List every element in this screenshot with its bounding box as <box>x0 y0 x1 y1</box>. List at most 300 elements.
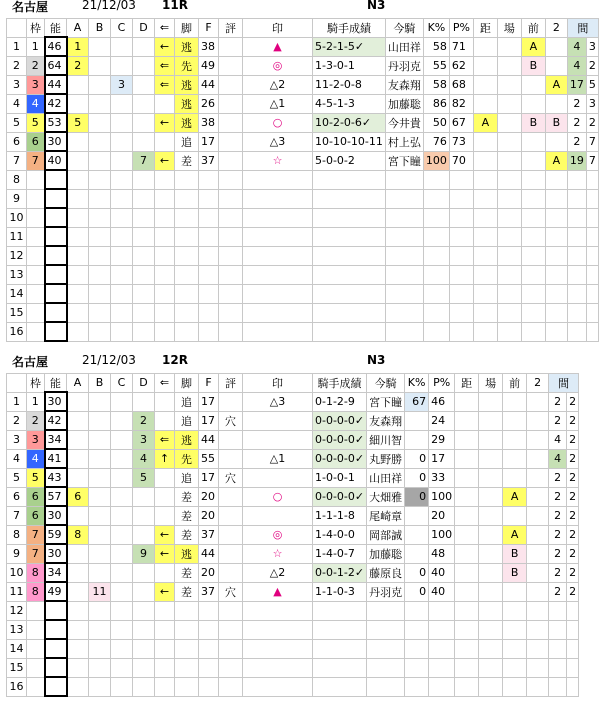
cell-f: 55 <box>199 449 219 468</box>
cell-mae <box>521 94 545 113</box>
col-header: ⇐ <box>155 374 175 393</box>
cell-a <box>67 563 89 582</box>
cell-kyaku: 差 <box>175 582 199 601</box>
cell-b <box>89 94 111 113</box>
col-header: 評 <box>219 374 243 393</box>
horse-number: 12 <box>7 601 27 620</box>
cell-mark: △3 <box>243 392 313 411</box>
race-table <box>6 18 599 342</box>
cell-d <box>133 113 155 132</box>
horse-number: 8 <box>7 170 27 189</box>
cell-nou: 49 <box>45 582 67 601</box>
cell-ma1: 2 <box>549 582 567 601</box>
col-header: A <box>67 374 89 393</box>
col-header: 今騎 <box>385 19 423 38</box>
cell-nou: 41 <box>45 449 67 468</box>
horse-number: 5 <box>7 113 27 132</box>
cell-mark: △3 <box>243 132 313 151</box>
cell-kishu: 細川智 <box>367 430 405 449</box>
cell-hyo: 穴 <box>219 468 243 487</box>
cell-ba <box>497 56 521 75</box>
cell-kishu: 大畑雅 <box>367 487 405 506</box>
cell-hyo <box>219 449 243 468</box>
cell-seiseki: 10-10-10-11 <box>313 132 386 151</box>
cell-d <box>133 487 155 506</box>
cell-ba <box>479 411 503 430</box>
cell-p: 17 <box>429 449 455 468</box>
cell-ma1: 2 <box>549 468 567 487</box>
cell-b <box>89 75 111 94</box>
table-row <box>7 487 579 506</box>
cell-ma2: 5 <box>586 75 598 94</box>
cell-ma1: 2 <box>549 487 567 506</box>
cell-c <box>111 113 133 132</box>
table-row <box>7 113 599 132</box>
horse-number: 7 <box>7 151 27 170</box>
cell-d: 9 <box>133 544 155 563</box>
horse-number: 11 <box>7 227 27 246</box>
col-header: 評 <box>219 19 243 38</box>
empty-row <box>7 227 599 246</box>
cell-b <box>89 468 111 487</box>
cell-seiseki: 0-0-0-0✓ <box>313 411 367 430</box>
horse-number: 9 <box>7 189 27 208</box>
horse-number: 3 <box>7 75 27 94</box>
cell-mark: △1 <box>243 94 313 113</box>
cell-ma1: 2 <box>549 563 567 582</box>
cell-k: 55 <box>423 56 449 75</box>
cell-hyo: 穴 <box>219 411 243 430</box>
horse-number: 15 <box>7 658 27 677</box>
cell-b <box>89 563 111 582</box>
cell-d <box>133 75 155 94</box>
cell-ni <box>527 506 549 525</box>
cell-a <box>67 75 89 94</box>
cell-d <box>133 56 155 75</box>
col-header: 脚 <box>175 19 199 38</box>
cell-b <box>89 506 111 525</box>
table-row <box>7 430 579 449</box>
cell-arrow: ↑ <box>155 449 175 468</box>
cell-seiseki: 5-0-0-2 <box>313 151 386 170</box>
cell-d: 3 <box>133 430 155 449</box>
cell-ma2: 2 <box>567 449 579 468</box>
cell-k: 58 <box>423 75 449 94</box>
cell-seiseki: 1-1-0-3 <box>313 582 367 601</box>
table-row <box>7 75 599 94</box>
col-header: B <box>89 374 111 393</box>
horse-number: 1 <box>7 37 27 56</box>
table-row <box>7 132 599 151</box>
cell-hyo <box>219 113 243 132</box>
cell-c <box>111 506 133 525</box>
empty-row <box>7 322 599 341</box>
cell-nou: 30 <box>45 392 67 411</box>
cell-ma2: 2 <box>567 582 579 601</box>
race-date: 21/12/03 <box>82 0 136 12</box>
empty-row <box>7 189 599 208</box>
cell-ma1: 4 <box>549 449 567 468</box>
cell-mae <box>503 468 527 487</box>
cell-ma1: 2 <box>567 94 586 113</box>
cell-kishu: 丹羽克 <box>367 582 405 601</box>
cell-arrow: ⇐ <box>155 430 175 449</box>
cell-seiseki: 1-4-0-7 <box>313 544 367 563</box>
empty-row <box>7 601 579 620</box>
empty-row <box>7 658 579 677</box>
cell-k <box>405 525 429 544</box>
cell-seiseki: 0-0-0-0✓ <box>313 487 367 506</box>
cell-mark: ☆ <box>243 544 313 563</box>
cell-mae: A <box>503 487 527 506</box>
cell-k <box>405 544 429 563</box>
horse-number: 12 <box>7 246 27 265</box>
cell-p: 29 <box>429 430 455 449</box>
cell-seiseki: 10-2-0-6✓ <box>313 113 386 132</box>
cell-p: 71 <box>449 37 473 56</box>
cell-kyaku: 逃 <box>175 430 199 449</box>
cell-a <box>67 132 89 151</box>
cell-mark: ◎ <box>243 56 313 75</box>
cell-kyaku: 逃 <box>175 544 199 563</box>
col-header: 脚 <box>175 374 199 393</box>
col-header: 印 <box>243 19 313 38</box>
col-header: ⇐ <box>155 19 175 38</box>
cell-c <box>111 487 133 506</box>
race-class: N3 <box>367 353 386 367</box>
cell-kyo <box>455 544 479 563</box>
cell-ni: B <box>545 113 567 132</box>
cell-ba <box>479 430 503 449</box>
cell-a <box>67 449 89 468</box>
cell-waku: 1 <box>27 37 45 56</box>
cell-mae <box>503 582 527 601</box>
cell-b <box>89 487 111 506</box>
cell-ni <box>545 56 567 75</box>
cell-seiseki: 4-5-1-3 <box>313 94 386 113</box>
cell-seiseki: 0-0-1-2✓ <box>313 563 367 582</box>
cell-hyo <box>219 75 243 94</box>
cell-seiseki: 0-1-2-9 <box>313 392 367 411</box>
cell-f: 37 <box>199 525 219 544</box>
race-number: 12R <box>162 353 188 367</box>
cell-kishu: 宮下瞳 <box>385 151 423 170</box>
cell-ma1: 2 <box>549 506 567 525</box>
cell-arrow <box>155 411 175 430</box>
cell-ma2: 7 <box>586 151 598 170</box>
cell-kyo <box>473 56 497 75</box>
empty-row <box>7 170 599 189</box>
cell-kyo <box>473 94 497 113</box>
cell-kishu: 尾崎章 <box>367 506 405 525</box>
col-header: 2 <box>545 19 567 38</box>
cell-hyo: 穴 <box>219 582 243 601</box>
cell-arrow <box>155 468 175 487</box>
cell-kyaku: 追 <box>175 411 199 430</box>
cell-a <box>67 411 89 430</box>
cell-kyo <box>473 132 497 151</box>
cell-ni <box>527 582 549 601</box>
horse-number: 7 <box>7 506 27 525</box>
horse-number: 6 <box>7 132 27 151</box>
cell-waku: 5 <box>27 468 45 487</box>
cell-d <box>133 506 155 525</box>
cell-ni <box>545 132 567 151</box>
col-header: D <box>133 374 155 393</box>
cell-kishu: 山田祥 <box>367 468 405 487</box>
horse-number: 6 <box>7 487 27 506</box>
cell-ma1: 2 <box>549 525 567 544</box>
cell-f: 17 <box>199 468 219 487</box>
cell-mark: △1 <box>243 449 313 468</box>
cell-p: 68 <box>449 75 473 94</box>
cell-c <box>111 94 133 113</box>
cell-ba <box>479 506 503 525</box>
cell-ba <box>479 487 503 506</box>
cell-ma2: 2 <box>567 468 579 487</box>
cell-mae <box>521 75 545 94</box>
cell-mark: ◎ <box>243 525 313 544</box>
cell-kyo <box>473 151 497 170</box>
cell-ni <box>527 525 549 544</box>
cell-ba <box>479 392 503 411</box>
cell-arrow: ← <box>155 544 175 563</box>
cell-b <box>89 113 111 132</box>
cell-ni <box>527 392 549 411</box>
cell-waku: 2 <box>27 56 45 75</box>
cell-k: 0 <box>405 449 429 468</box>
cell-ma2: 2 <box>567 392 579 411</box>
cell-f: 17 <box>199 392 219 411</box>
cell-kishu: 丹羽克 <box>385 56 423 75</box>
cell-ni <box>527 430 549 449</box>
cell-mae: B <box>521 56 545 75</box>
cell-hyo <box>219 544 243 563</box>
cell-arrow: ⇐ <box>155 56 175 75</box>
col-header: 今騎 <box>367 374 405 393</box>
cell-c <box>111 56 133 75</box>
cell-k: 0 <box>405 468 429 487</box>
cell-c <box>111 525 133 544</box>
cell-k: 50 <box>423 113 449 132</box>
cell-arrow <box>155 392 175 411</box>
horse-number: 9 <box>7 544 27 563</box>
cell-ma2: 3 <box>586 37 598 56</box>
cell-mae <box>503 411 527 430</box>
cell-waku: 6 <box>27 132 45 151</box>
empty-row <box>7 620 579 639</box>
race-number: 11R <box>162 0 188 12</box>
cell-mae: B <box>503 544 527 563</box>
cell-ma2: 3 <box>586 94 598 113</box>
cell-c <box>111 430 133 449</box>
cell-ni <box>527 487 549 506</box>
venue-name: 名古屋 <box>12 0 49 14</box>
cell-ni <box>527 563 549 582</box>
empty-row <box>7 677 579 696</box>
empty-row <box>7 246 599 265</box>
cell-hyo <box>219 506 243 525</box>
cell-kishu: 友森翔 <box>385 75 423 94</box>
col-header: 場 <box>479 374 503 393</box>
cell-kyaku: 逃 <box>175 94 199 113</box>
table-row <box>7 506 579 525</box>
cell-kyaku: 差 <box>175 151 199 170</box>
cell-kyo <box>473 37 497 56</box>
cell-b <box>89 132 111 151</box>
cell-a <box>67 468 89 487</box>
cell-kyo <box>455 563 479 582</box>
cell-ba <box>479 449 503 468</box>
cell-kyo <box>473 75 497 94</box>
cell-kishu: 岡部誠 <box>367 525 405 544</box>
cell-kyaku: 差 <box>175 487 199 506</box>
cell-b <box>89 525 111 544</box>
cell-a <box>67 544 89 563</box>
cell-p: 20 <box>429 506 455 525</box>
cell-mark <box>243 411 313 430</box>
cell-a: 8 <box>67 525 89 544</box>
cell-mark: ▲ <box>243 582 313 601</box>
cell-f: 17 <box>199 132 219 151</box>
table-row <box>7 151 599 170</box>
cell-ba <box>497 75 521 94</box>
cell-ma2: 2 <box>567 430 579 449</box>
cell-f: 37 <box>199 582 219 601</box>
cell-waku: 3 <box>27 430 45 449</box>
cell-ma2: 2 <box>586 113 598 132</box>
horse-number: 14 <box>7 284 27 303</box>
table-row <box>7 563 579 582</box>
table-row <box>7 56 599 75</box>
cell-nou: 40 <box>45 151 67 170</box>
cell-kyaku: 差 <box>175 563 199 582</box>
cell-b <box>89 449 111 468</box>
cell-ni <box>527 449 549 468</box>
cell-kishu: 山田祥 <box>385 37 423 56</box>
col-header: 枠 <box>27 19 45 38</box>
race-date: 21/12/03 <box>82 353 136 367</box>
cell-nou: 59 <box>45 525 67 544</box>
cell-p: 48 <box>429 544 455 563</box>
col-header: 前 <box>503 374 527 393</box>
cell-seiseki: 0-0-0-0✓ <box>313 449 367 468</box>
cell-hyo <box>219 132 243 151</box>
cell-waku: 5 <box>27 113 45 132</box>
cell-d: 7 <box>133 151 155 170</box>
col-header: 能 <box>45 19 67 38</box>
cell-k <box>405 430 429 449</box>
cell-hyo <box>219 430 243 449</box>
cell-kyo <box>455 430 479 449</box>
cell-nou: 64 <box>45 56 67 75</box>
cell-hyo <box>219 563 243 582</box>
col-header: K% <box>405 374 429 393</box>
cell-ma1: 19 <box>567 151 586 170</box>
cell-waku: 6 <box>27 506 45 525</box>
cell-hyo <box>219 151 243 170</box>
cell-ma1: 2 <box>567 132 586 151</box>
cell-c <box>111 151 133 170</box>
cell-f: 38 <box>199 37 219 56</box>
cell-kishu: 村上弘 <box>385 132 423 151</box>
cell-kishu: 丸野勝 <box>367 449 405 468</box>
cell-nou: 30 <box>45 506 67 525</box>
table-row <box>7 392 579 411</box>
cell-kyaku: 差 <box>175 525 199 544</box>
table-row <box>7 468 579 487</box>
cell-hyo <box>219 525 243 544</box>
horse-number: 13 <box>7 265 27 284</box>
cell-arrow: ← <box>155 525 175 544</box>
cell-arrow: ⇐ <box>155 75 175 94</box>
cell-mae <box>503 449 527 468</box>
cell-ba <box>497 37 521 56</box>
cell-nou: 42 <box>45 411 67 430</box>
cell-arrow: ← <box>155 37 175 56</box>
cell-arrow: ← <box>155 113 175 132</box>
cell-waku: 4 <box>27 94 45 113</box>
cell-ma2: 7 <box>586 132 598 151</box>
cell-arrow <box>155 487 175 506</box>
cell-p: 33 <box>429 468 455 487</box>
cell-mae: B <box>521 113 545 132</box>
cell-kyaku: 先 <box>175 56 199 75</box>
cell-c <box>111 411 133 430</box>
cell-ma1: 2 <box>549 392 567 411</box>
cell-f: 44 <box>199 430 219 449</box>
table-row <box>7 582 579 601</box>
cell-k: 58 <box>423 37 449 56</box>
cell-c <box>111 563 133 582</box>
cell-k: 100 <box>423 151 449 170</box>
horse-number: 2 <box>7 56 27 75</box>
cell-b: 11 <box>89 582 111 601</box>
cell-d <box>133 582 155 601</box>
cell-nou: 53 <box>45 113 67 132</box>
cell-ma1: 4 <box>549 430 567 449</box>
cell-f: 37 <box>199 151 219 170</box>
cell-f: 44 <box>199 75 219 94</box>
cell-mark: ☆ <box>243 151 313 170</box>
cell-ba <box>497 132 521 151</box>
cell-ma1: 2 <box>567 113 586 132</box>
cell-c <box>111 468 133 487</box>
cell-arrow <box>155 94 175 113</box>
cell-ni <box>527 544 549 563</box>
col-header: 場 <box>497 19 521 38</box>
cell-p: 46 <box>429 392 455 411</box>
cell-seiseki: 1-3-0-1 <box>313 56 386 75</box>
cell-a: 2 <box>67 56 89 75</box>
col-header: 間 <box>567 19 598 38</box>
empty-row <box>7 208 599 227</box>
cell-a <box>67 151 89 170</box>
cell-ba <box>479 582 503 601</box>
table-row <box>7 411 579 430</box>
col-header: 騎手成績 <box>313 19 386 38</box>
cell-waku: 8 <box>27 563 45 582</box>
cell-k: 0 <box>405 582 429 601</box>
cell-p: 62 <box>449 56 473 75</box>
horse-number: 5 <box>7 468 27 487</box>
col-header: A <box>67 19 89 38</box>
horse-number: 13 <box>7 620 27 639</box>
cell-ma2: 2 <box>567 506 579 525</box>
cell-p: 24 <box>429 411 455 430</box>
col-header: 2 <box>527 374 549 393</box>
cell-mae: A <box>521 37 545 56</box>
